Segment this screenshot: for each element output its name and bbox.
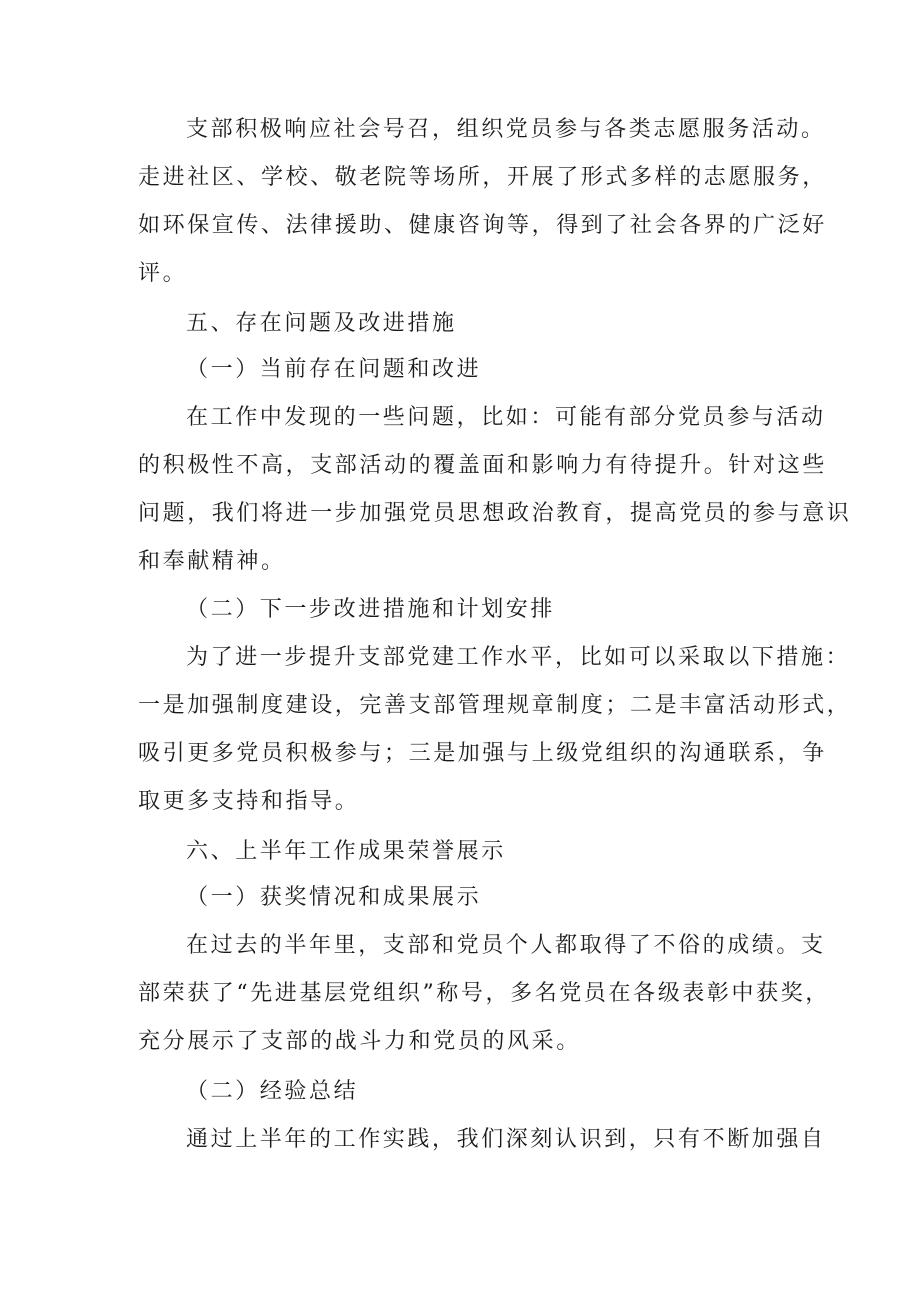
paragraph-line: 支部积极响应社会号召，组织党员参与各类志愿服务活动。 bbox=[186, 117, 826, 142]
subsection-heading: （一）获奖情况和成果展示 bbox=[186, 885, 482, 910]
paragraph-line: 一是加强制度建设，完善支部管理规章制度；二是丰富活动形式， bbox=[138, 693, 852, 718]
paragraph-line: 吸引更多党员积极参与；三是加强与上级党组织的沟通联系，争 bbox=[138, 741, 827, 766]
subsection-heading: （二）下一步改进措施和计划安排 bbox=[186, 597, 556, 622]
paragraph-line: 通过上半年的工作实践，我们深刻认识到，只有不断加强自 bbox=[186, 1127, 826, 1152]
section-heading: 六、上半年工作成果荣誉展示 bbox=[186, 839, 506, 864]
paragraph-line: 的积极性不高，支部活动的覆盖面和影响力有待提升。针对这些 bbox=[138, 453, 827, 478]
paragraph-line: 充分展示了支部的战斗力和党员的风采。 bbox=[138, 1029, 581, 1054]
section-heading: 五、存在问题及改进措施 bbox=[186, 311, 457, 336]
paragraph-line: 在过去的半年里，支部和党员个人都取得了不俗的成绩。支 bbox=[186, 933, 826, 958]
paragraph-line: 部荣获了“先进基层党组织”称号，多名党员在各级表彰中获奖， bbox=[138, 981, 830, 1006]
subsection-heading: （二）经验总结 bbox=[186, 1079, 359, 1104]
paragraph-line: 问题，我们将进一步加强党员思想政治教育，提高党员的参与意识 bbox=[138, 501, 852, 526]
subsection-heading: （一）当前存在问题和改进 bbox=[186, 357, 482, 382]
paragraph-line: 和奉献精神。 bbox=[138, 549, 286, 574]
paragraph-line: 评。 bbox=[138, 261, 188, 286]
paragraph-line: 为了进一步提升支部党建工作水平，比如可以采取以下措施： bbox=[186, 645, 851, 670]
paragraph-line: 在工作中发现的一些问题，比如：可能有部分党员参与活动 bbox=[186, 405, 826, 430]
paragraph-line: 如环保宣传、法律援助、健康咨询等，得到了社会各界的广泛好 bbox=[138, 213, 827, 238]
paragraph-line: 取更多支持和指导。 bbox=[138, 789, 360, 814]
paragraph-line: 走进社区、学校、敬老院等场所，开展了形式多样的志愿服务， bbox=[138, 165, 827, 190]
